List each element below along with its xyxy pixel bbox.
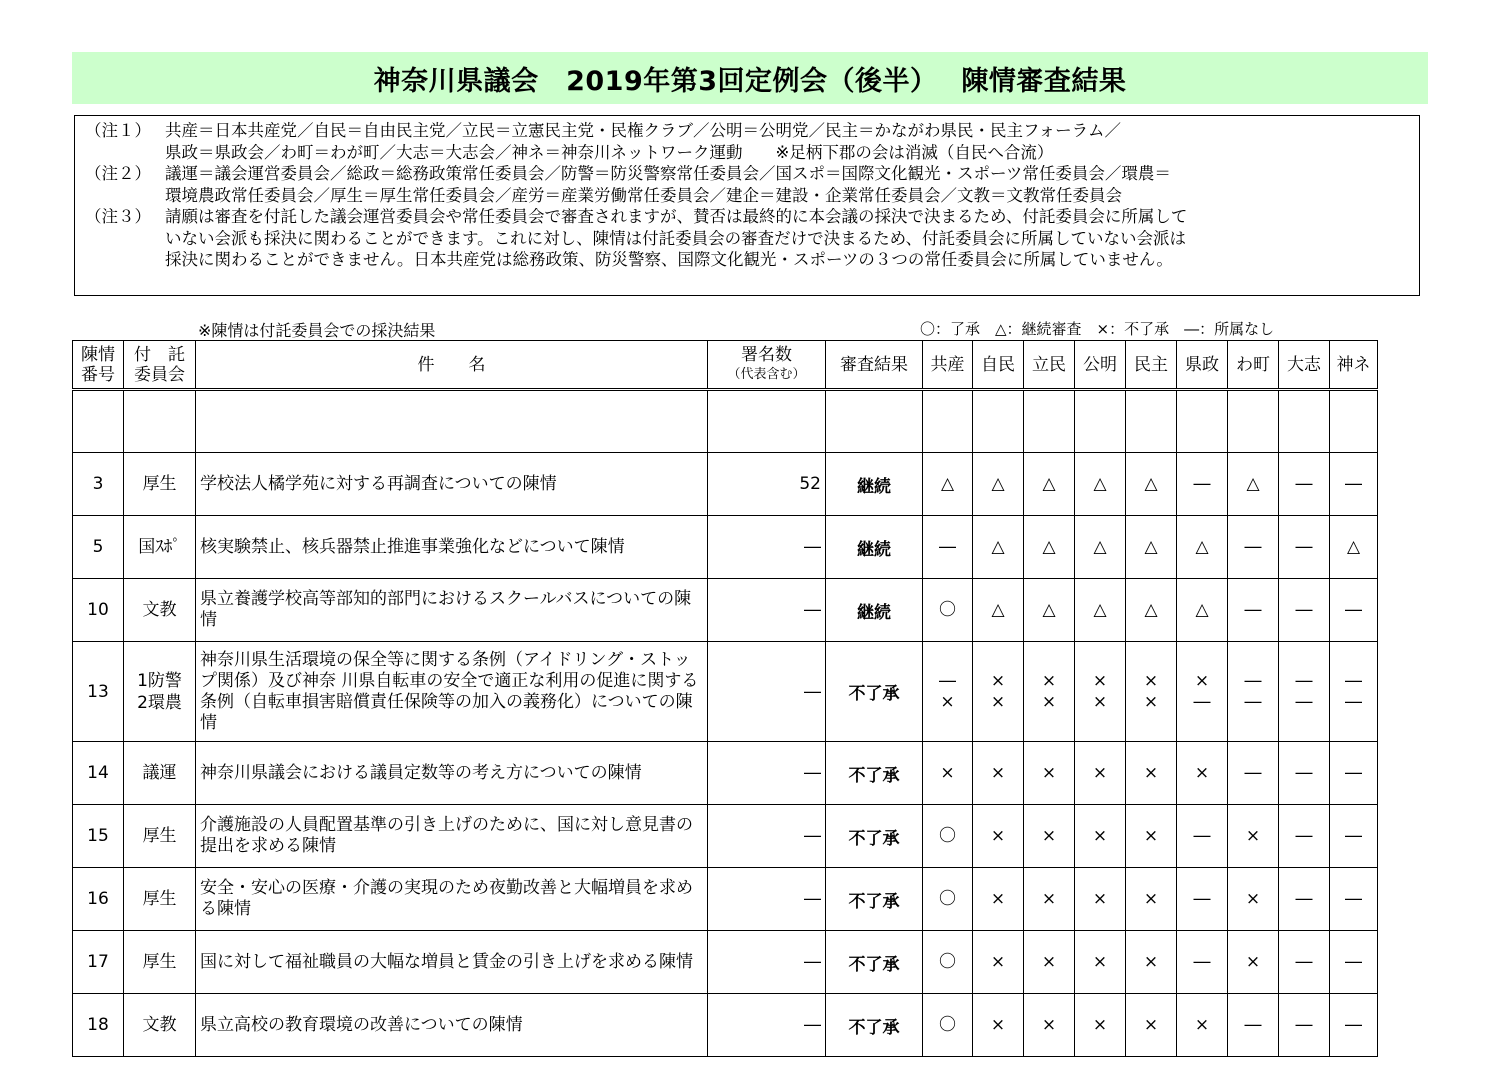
review-result: 不了承: [826, 742, 923, 805]
header-party: 共産: [923, 341, 973, 390]
vote-mark: △: [1144, 473, 1158, 494]
spacer-cell: [1279, 390, 1330, 453]
party-vote: [923, 453, 973, 516]
petition-name: 県立高校の教育環境の改善についての陳情: [196, 994, 708, 1057]
vote-mark: ×: [1092, 825, 1108, 846]
vote-mark: ―: [1244, 670, 1262, 691]
note-label: （注２）: [85, 164, 151, 183]
header-party: 民主: [1126, 341, 1177, 390]
party-vote: [1330, 742, 1378, 805]
vote-mark: ―: [1345, 825, 1362, 846]
vote-mark: ―: [939, 536, 956, 557]
committee-name: 1防警: [137, 670, 182, 691]
party-vote: [923, 931, 973, 994]
vote-mark: ×: [1041, 762, 1057, 783]
vote-legend: 〇：了承 △：継続審査 ×：不了承 ―：所属なし: [920, 320, 1275, 338]
note-line: 請願は審査を付託した議会運営委員会や常任委員会で審査されますが、賛否は最終的に本会議の採決で決まるため、付託委員会に所属して: [165, 207, 1188, 226]
vote-mark: ×: [1245, 825, 1261, 846]
party-vote: [1279, 868, 1330, 931]
party-vote: [1228, 868, 1279, 931]
petition-number: 13: [73, 642, 124, 742]
party-vote: [1279, 453, 1330, 516]
committee-name: 文教: [142, 600, 177, 620]
vote-mark: ×: [1143, 825, 1159, 846]
table-row: [73, 742, 1378, 805]
committee-cell: [124, 742, 196, 805]
table-row: [73, 579, 1378, 642]
party-vote: [1279, 931, 1330, 994]
party-vote: [1177, 805, 1228, 868]
party-vote: [1330, 453, 1378, 516]
party-vote: [1075, 516, 1126, 579]
table-caption: ※陳情は付託委員会での採決結果: [198, 321, 436, 340]
note-item: [85, 206, 1409, 271]
party-vote: [973, 642, 1024, 742]
vote-mark: ―: [1345, 670, 1362, 691]
committee-name: 国ｽﾎﾟ: [138, 537, 181, 557]
committee-name: 2環農: [137, 692, 182, 713]
note-body: [165, 206, 1409, 271]
note-line: 採決に関わることができません。日本共産党は総務政策、防災警察、国際文化観光・スポーツの３つの常任委員会に所属していません。: [165, 250, 1173, 269]
party-vote: [1228, 742, 1279, 805]
vote-mark: ―: [1193, 825, 1211, 846]
committee-name: 厚生: [142, 826, 177, 846]
vote-mark: 〇: [939, 599, 956, 620]
vote-mark: △: [1093, 599, 1107, 620]
party-vote: [1024, 805, 1075, 868]
note-body: [165, 120, 1409, 163]
vote-mark: ―: [1345, 888, 1362, 909]
committee-cell: [124, 642, 196, 742]
party-vote: [1279, 742, 1330, 805]
table-row: [73, 516, 1378, 579]
signature-count: ―: [708, 931, 826, 994]
vote-mark: ―: [1345, 1014, 1362, 1035]
vote-mark: ×: [1092, 670, 1108, 691]
note-body: [165, 163, 1409, 206]
vote-mark: ―: [1295, 825, 1313, 846]
header-name: 件 名: [196, 341, 708, 390]
vote-mark: ―: [1193, 691, 1211, 712]
party-vote: [1228, 642, 1279, 742]
header-party: わ町: [1228, 341, 1279, 390]
party-vote: [1126, 994, 1177, 1057]
vote-mark: ×: [1041, 691, 1057, 712]
vote-mark: ―: [1295, 473, 1313, 494]
committee-name: 厚生: [142, 952, 177, 972]
vote-mark: ―: [1244, 1014, 1262, 1035]
party-vote: [1330, 516, 1378, 579]
party-vote: [1126, 742, 1177, 805]
vote-mark: 〇: [939, 888, 956, 909]
committee-cell: [124, 868, 196, 931]
vote-mark: ×: [1194, 1014, 1210, 1035]
vote-mark: △: [1195, 599, 1209, 620]
party-vote: [1126, 868, 1177, 931]
header-number-line2: 番号: [81, 364, 115, 385]
party-vote: [923, 642, 973, 742]
party-vote: [923, 742, 973, 805]
party-vote: [973, 994, 1024, 1057]
signature-count: ―: [708, 868, 826, 931]
party-vote: [1075, 742, 1126, 805]
party-vote: [1177, 868, 1228, 931]
committee-cell: [124, 994, 196, 1057]
party-vote: [1024, 642, 1075, 742]
party-vote: [1279, 805, 1330, 868]
header-row: [73, 341, 1378, 390]
committee-cell: [124, 931, 196, 994]
petition-name: 神奈川県生活環境の保全等に関する条例（アイドリング・ストップ関係）及び神奈 川県自転車の安全で適正な利用の促進に関する条例（自転車損害賠償責任保険等の加入の義務化）についての陳情: [196, 642, 708, 742]
vote-mark: 〇: [939, 825, 956, 846]
vote-mark: ―: [1244, 536, 1262, 557]
vote-mark: △: [1346, 536, 1361, 557]
party-vote: [1279, 579, 1330, 642]
table-row: [73, 642, 1378, 742]
vote-mark: ×: [990, 670, 1006, 691]
header-number: [73, 341, 124, 390]
spacer-cell: [1126, 390, 1177, 453]
vote-mark: ×: [940, 762, 955, 783]
vote-mark: ×: [1041, 951, 1057, 972]
vote-mark: △: [1195, 536, 1209, 557]
party-vote: [1177, 742, 1228, 805]
spacer-cell: [826, 390, 923, 453]
party-vote: [1024, 742, 1075, 805]
spacer-cell: [973, 390, 1024, 453]
party-vote: [1228, 516, 1279, 579]
party-vote: [1126, 805, 1177, 868]
spacer-cell: [1024, 390, 1075, 453]
header-party: 自民: [973, 341, 1024, 390]
vote-mark: ―: [1295, 888, 1313, 909]
vote-mark: ×: [1245, 951, 1261, 972]
petition-number: 10: [73, 579, 124, 642]
table-row: [73, 931, 1378, 994]
header-party: 立民: [1024, 341, 1075, 390]
vote-mark: ―: [1345, 951, 1362, 972]
header-number-line1: 陳情: [81, 344, 115, 365]
petition-name: 国に対して福祉職員の大幅な増員と賃金の引き上げを求める陳情: [196, 931, 708, 994]
party-vote: [1330, 805, 1378, 868]
committee-name: 厚生: [142, 889, 177, 909]
party-vote: [1330, 868, 1378, 931]
party-vote: [1075, 868, 1126, 931]
party-vote: [923, 805, 973, 868]
vote-mark: ―: [1295, 951, 1313, 972]
vote-mark: ×: [1041, 888, 1057, 909]
party-vote: [1228, 994, 1279, 1057]
vote-mark: ―: [1193, 473, 1211, 494]
vote-mark: ×: [1092, 762, 1108, 783]
signature-count: ―: [708, 642, 826, 742]
vote-mark: ―: [1295, 691, 1313, 712]
petition-name: 神奈川県議会における議員定数等の考え方についての陳情: [196, 742, 708, 805]
note-line: 共産＝日本共産党／自民＝自由民主党／立民＝立憲民主党・民権クラブ／公明＝公明党／民主＝かながわ県民・民主フォーラム／: [165, 121, 1122, 140]
table-row: [73, 868, 1378, 931]
signature-count: ―: [708, 579, 826, 642]
spacer-cell: [708, 390, 826, 453]
header-party: 神ネ: [1330, 341, 1378, 390]
spacer-cell: [1075, 390, 1126, 453]
party-vote: [923, 579, 973, 642]
vote-mark: △: [1246, 473, 1260, 494]
party-vote: [973, 579, 1024, 642]
header-party: 県政: [1177, 341, 1228, 390]
page-title-text: 神奈川県議会 2019年第3回定例会（後半） 陳情審査結果: [373, 65, 1127, 97]
note-item: [85, 120, 1409, 163]
party-vote: [1024, 579, 1075, 642]
review-result: 継続: [826, 579, 923, 642]
vote-mark: ―: [1244, 691, 1262, 712]
vote-mark: ×: [990, 888, 1006, 909]
party-vote: [1075, 453, 1126, 516]
vote-mark: ×: [990, 951, 1006, 972]
party-vote: [1075, 642, 1126, 742]
party-vote: [1024, 868, 1075, 931]
petition-number: 15: [73, 805, 124, 868]
party-vote: [923, 994, 973, 1057]
vote-mark: ―: [1295, 762, 1313, 783]
committee-cell: [124, 579, 196, 642]
vote-mark: ―: [1193, 951, 1211, 972]
vote-mark: 〇: [939, 951, 956, 972]
vote-mark: ×: [990, 762, 1006, 783]
party-vote: [973, 805, 1024, 868]
vote-mark: ×: [1041, 1014, 1057, 1035]
party-vote: [1330, 579, 1378, 642]
vote-mark: ×: [1143, 888, 1159, 909]
committee-cell: [124, 453, 196, 516]
vote-mark: ×: [990, 1014, 1006, 1035]
party-vote: [1330, 931, 1378, 994]
party-vote: [1330, 642, 1378, 742]
party-vote: [923, 516, 973, 579]
party-vote: [973, 516, 1024, 579]
party-vote: [1024, 931, 1075, 994]
notes-box: [74, 115, 1420, 296]
party-vote: [1024, 516, 1075, 579]
vote-mark: ×: [1041, 670, 1057, 691]
party-vote: [1228, 931, 1279, 994]
party-vote: [1126, 453, 1177, 516]
spacer-cell: [1177, 390, 1228, 453]
signature-count: ―: [708, 516, 826, 579]
vote-mark: △: [1042, 536, 1056, 557]
header-signatures: [708, 341, 826, 390]
review-result: 継続: [826, 453, 923, 516]
petition-number: 16: [73, 868, 124, 931]
vote-mark: ―: [1295, 670, 1313, 691]
spacer-cell: [124, 390, 196, 453]
note-label: （注３）: [85, 207, 151, 226]
vote-mark: ―: [1345, 599, 1362, 620]
vote-mark: ―: [1193, 888, 1211, 909]
party-vote: [973, 931, 1024, 994]
signature-count: 52: [708, 453, 826, 516]
party-vote: [1279, 994, 1330, 1057]
review-result: 不了承: [826, 931, 923, 994]
signature-count: ―: [708, 805, 826, 868]
vote-mark: ―: [1295, 599, 1313, 620]
note-label: （注１）: [85, 121, 151, 140]
review-result: 不了承: [826, 994, 923, 1057]
party-vote: [1177, 642, 1228, 742]
spacer-cell: [1228, 390, 1279, 453]
party-vote: [1177, 453, 1228, 516]
vote-mark: △: [991, 599, 1005, 620]
vote-mark: ×: [1143, 670, 1159, 691]
party-vote: [1075, 805, 1126, 868]
party-vote: [973, 742, 1024, 805]
party-vote: [1126, 931, 1177, 994]
party-vote: [1075, 931, 1126, 994]
party-vote: [1126, 579, 1177, 642]
party-vote: [1126, 642, 1177, 742]
committee-name: 厚生: [142, 474, 177, 494]
spacer-cell: [1330, 390, 1378, 453]
signature-count: ―: [708, 994, 826, 1057]
vote-mark: △: [1144, 536, 1158, 557]
vote-mark: △: [991, 536, 1005, 557]
vote-mark: ―: [1345, 473, 1362, 494]
note-line: 議運＝議会運営委員会／総政＝総務政策常任委員会／防警＝防災警察常任委員会／国スポ＝国際文化観光・スポーツ常任委員会／環農＝: [165, 164, 1171, 183]
committee-cell: [124, 516, 196, 579]
table-row: [73, 453, 1378, 516]
party-vote: [1024, 453, 1075, 516]
note-item: [85, 163, 1409, 206]
party-vote: [973, 453, 1024, 516]
review-result: 不了承: [826, 868, 923, 931]
party-vote: [973, 868, 1024, 931]
vote-mark: ×: [1041, 825, 1057, 846]
page-title: [72, 52, 1428, 104]
header-party: 公明: [1075, 341, 1126, 390]
vote-mark: ―: [1295, 1014, 1313, 1035]
vote-mark: ×: [1143, 691, 1159, 712]
header-committee-line2: 委員会: [134, 364, 185, 385]
petition-name: 安全・安心の医療・介護の実現のため夜勤改善と大幅増員を求める陳情: [196, 868, 708, 931]
vote-mark: ―: [1295, 536, 1313, 557]
party-vote: [1330, 994, 1378, 1057]
vote-mark: ×: [1092, 691, 1108, 712]
vote-mark: △: [940, 473, 955, 494]
vote-mark: ×: [990, 825, 1006, 846]
note-line: いない会派も採決に関わることができます。これに対し、陳情は付託委員会の審査だけで決まるため、付託委員会に所属していない会派は: [165, 228, 1187, 248]
vote-mark: ×: [940, 691, 955, 712]
party-vote: [1228, 579, 1279, 642]
vote-mark: △: [1042, 473, 1056, 494]
review-result: 不了承: [826, 805, 923, 868]
header-signatures-sub: （代表含む）: [727, 366, 806, 382]
vote-mark: ×: [1194, 670, 1210, 691]
review-result: 継続: [826, 516, 923, 579]
party-vote: [1177, 516, 1228, 579]
committee-name: 文教: [142, 1015, 177, 1035]
vote-mark: ×: [1092, 888, 1108, 909]
vote-mark: △: [1093, 473, 1107, 494]
vote-mark: ―: [1345, 691, 1362, 712]
header-committee: [124, 341, 196, 390]
vote-mark: △: [1093, 536, 1107, 557]
party-vote: [1075, 579, 1126, 642]
vote-mark: △: [1042, 599, 1056, 620]
vote-mark: ―: [1244, 762, 1262, 783]
party-vote: [1126, 516, 1177, 579]
party-vote: [1279, 516, 1330, 579]
petition-number: 18: [73, 994, 124, 1057]
table-row: [73, 805, 1378, 868]
vote-mark: ×: [1143, 762, 1159, 783]
header-signatures-main: 署名数: [741, 344, 792, 365]
header-party: 大志: [1279, 341, 1330, 390]
spacer-cell: [923, 390, 973, 453]
vote-mark: ―: [939, 670, 956, 691]
note-line: 県政＝県政会／わ町＝わが町／大志＝大志会／神ネ＝神奈川ネットワーク運動 ※足柄下郡の会は消滅（自民へ合流）: [165, 142, 1054, 162]
vote-mark: △: [991, 473, 1005, 494]
table-body: [73, 390, 1378, 1057]
vote-mark: ―: [1244, 599, 1262, 620]
vote-mark: ―: [1345, 762, 1362, 783]
petition-results-table: [72, 340, 1378, 1057]
committee-name: 議運: [142, 763, 177, 783]
vote-mark: ×: [1143, 1014, 1159, 1035]
party-vote: [1177, 579, 1228, 642]
petition-name: 介護施設の人員配置基準の引き上げのために、国に対し意見書の提出を求める陳情: [196, 805, 708, 868]
petition-number: 17: [73, 931, 124, 994]
review-result: 不了承: [826, 642, 923, 742]
header-spacer: [73, 390, 1378, 453]
vote-mark: 〇: [939, 1014, 956, 1035]
petition-name: 県立養護学校高等部知的部門におけるスクールバスについての陳情: [196, 579, 708, 642]
vote-mark: ×: [1245, 888, 1261, 909]
vote-mark: ×: [1092, 1014, 1108, 1035]
vote-mark: △: [1144, 599, 1158, 620]
party-vote: [1177, 931, 1228, 994]
signature-count: ―: [708, 742, 826, 805]
party-vote: [1228, 453, 1279, 516]
vote-mark: ×: [1143, 951, 1159, 972]
party-vote: [1177, 994, 1228, 1057]
spacer-cell: [73, 390, 124, 453]
petition-number: 14: [73, 742, 124, 805]
petition-number: 3: [73, 453, 124, 516]
committee-cell: [124, 805, 196, 868]
vote-mark: ×: [1092, 951, 1108, 972]
header-result: 審査結果: [826, 341, 923, 390]
party-vote: [1024, 994, 1075, 1057]
vote-mark: ×: [990, 691, 1006, 712]
vote-mark: ×: [1194, 762, 1210, 783]
table-row: [73, 994, 1378, 1057]
header-committee-line1: 付 託: [134, 344, 185, 365]
party-vote: [1228, 805, 1279, 868]
party-vote: [1075, 994, 1126, 1057]
spacer-cell: [196, 390, 708, 453]
note-line: 環境農政常任委員会／厚生＝厚生常任委員会／産労＝産業労働常任委員会／建企＝建設・企業常任委員会／文教＝文教常任委員会: [165, 185, 1122, 205]
petition-name: 核実験禁止、核兵器禁止推進事業強化などについて陳情: [196, 516, 708, 579]
petition-number: 5: [73, 516, 124, 579]
party-vote: [923, 868, 973, 931]
party-vote: [1279, 642, 1330, 742]
petition-name: 学校法人橘学苑に対する再調査についての陳情: [196, 453, 708, 516]
